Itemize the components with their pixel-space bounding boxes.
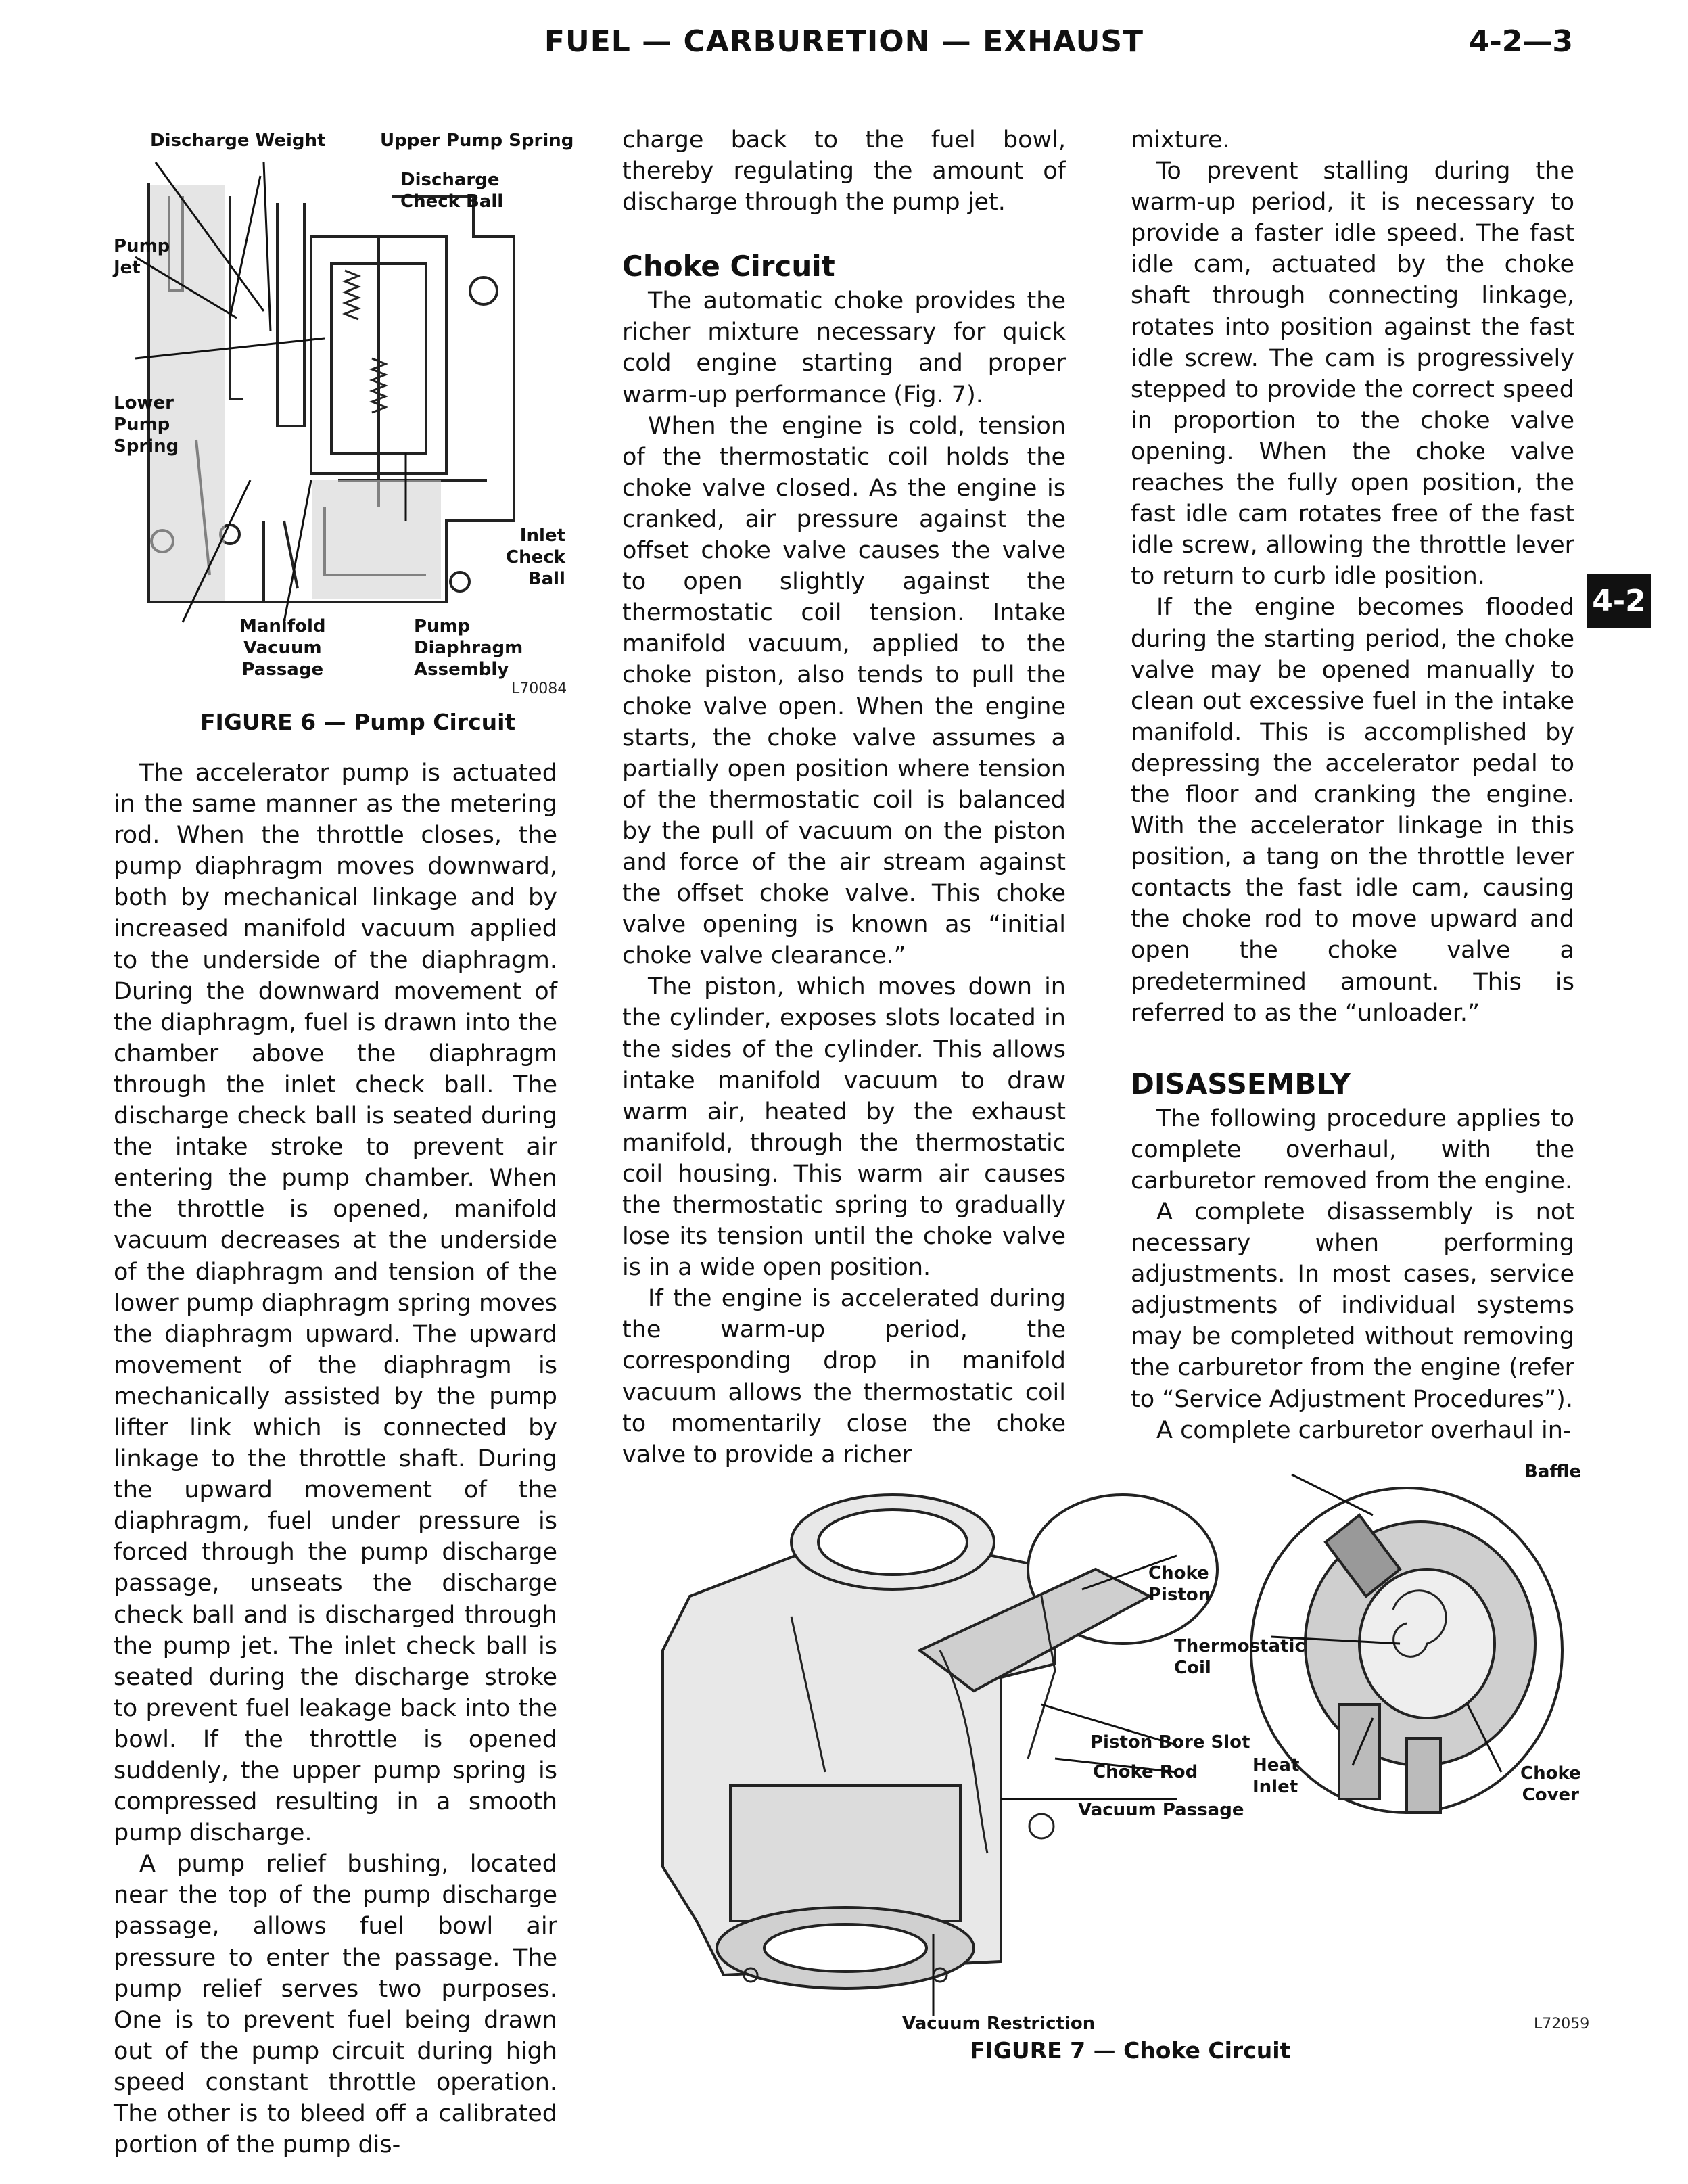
col1-paragraph-2: A pump relief bushing, located near the top of the pump discharge passage, allows fuel bowl air pressure to enter the passage. The pump relief serves two purposes. One is to prevent fuel being drawn out of the pump circuit during high speed constant throttle operation. The other is to bleed off a calibrated portion of the pump dis- bbox=[114, 1851, 557, 2159]
heading-disassembly: DISASSEMBLY bbox=[1131, 1067, 1351, 1100]
label-inlet-check-ball-line3: Ball bbox=[528, 569, 565, 589]
label-manifold-line3: Passage bbox=[241, 659, 324, 680]
label-choke-cover-line2: Cover bbox=[1522, 1785, 1580, 1805]
label-pump-jet-line1: Pump bbox=[114, 236, 170, 256]
label-choke-piston-line2: Piston bbox=[1148, 1585, 1211, 1605]
label-thermostatic-coil bbox=[1174, 1635, 1305, 1679]
label-lower-pump-spring-line1: Lower bbox=[114, 393, 174, 413]
label-manifold-vacuum-passage bbox=[239, 615, 326, 680]
column-3 bbox=[1131, 124, 1574, 1446]
label-manifold-line1: Manifold bbox=[239, 616, 326, 636]
label-discharge-check-ball bbox=[400, 169, 503, 212]
col2-paragraph-3: The piston, which moves down in the cylinder, exposes slots located in the sides of the cylinder. This allows intake manifold vacuum to draw warm air, heated by the exhaust manifold, through the thermostatic coil housing. This warm air causes the thermostatic spring to gradually lose its tension until the choke valve is in a wide open position. bbox=[622, 973, 1066, 1282]
col3-paragraph-5: A complete carburetor overhaul in- bbox=[1156, 1416, 1572, 1444]
figure7-code: L72059 bbox=[1534, 2016, 1590, 2032]
col2-paragraph-4: If the engine is accelerated during the warm-up period, the corresponding drop in manifold vacuum allows the thermostatic coil to momentarily close the choke valve to provide a richer bbox=[622, 1285, 1066, 1468]
label-manifold-line2: Vacuum bbox=[243, 638, 322, 658]
col3-paragraph-1: To prevent stalling during the warm-up period, it is necessary to provide a faster idle speed. The fast idle cam, actuated by the choke shaft through connecting linkage, rotates into position against the fast idle screw. The cam is progressively stepped to provide the correct speed in proportion to the choke valve opening. When the choke valve reaches the fully open position, the fast idle cam rotates free of the fast idle screw, allowing the throttle lever to return to curb idle position. bbox=[1131, 158, 1574, 590]
label-lower-pump-spring-line2: Pump bbox=[114, 415, 170, 435]
page-number: 4-2—3 bbox=[1468, 24, 1573, 59]
label-vacuum-restriction: Vacuum Restriction bbox=[902, 2014, 1096, 2034]
label-choke-cover-line1: Choke bbox=[1520, 1763, 1581, 1784]
label-inlet-check-ball-line2: Check bbox=[506, 547, 565, 567]
label-heat-inlet bbox=[1252, 1755, 1299, 1798]
label-piston-bore-slot: Piston Bore Slot bbox=[1090, 1732, 1250, 1752]
label-inlet-check-ball bbox=[506, 525, 565, 590]
label-pump-diaphragm-assembly bbox=[414, 615, 523, 680]
col3-paragraph-4: A complete disassembly is not necessary when performing adjustments. In most cases, service adjustments of individual systems may be completed without removing the carburetor from the engine (refer to “Service Adjustment Procedures”). bbox=[1131, 1199, 1574, 1413]
figure6-caption: FIGURE 6 — Pump Circuit bbox=[200, 709, 516, 735]
label-heat-inlet-line2: Inlet bbox=[1252, 1777, 1298, 1797]
figure7-caption: FIGURE 7 — Choke Circuit bbox=[970, 2037, 1291, 2064]
label-pump-diaphragm-line2: Diaphragm bbox=[414, 638, 523, 658]
label-inlet-check-ball-line1: Inlet bbox=[519, 526, 565, 546]
label-pump-diaphragm-line3: Assembly bbox=[414, 659, 509, 680]
label-discharge-weight: Discharge Weight bbox=[150, 131, 326, 151]
label-heat-inlet-line1: Heat bbox=[1252, 1755, 1300, 1775]
label-choke-piston bbox=[1148, 1562, 1211, 1606]
label-pump-jet bbox=[114, 235, 170, 279]
label-baffle: Baffle bbox=[1524, 1462, 1582, 1482]
col2-paragraph-1: The automatic choke provides the richer mixture necessary for quick cold engine starting and proper warm-up performance (Fig. 7). bbox=[622, 287, 1066, 409]
label-thermostatic-coil-line2: Coil bbox=[1174, 1658, 1211, 1678]
label-choke-rod: Choke Rod bbox=[1093, 1762, 1198, 1782]
label-choke-cover bbox=[1520, 1763, 1581, 1806]
col3-paragraph-2: If the engine becomes flooded during the starting period, the choke valve may be opened manually to clean out excessive fuel in the intake manifold. This is accomplished by depressing the accelerator pedal to the floor and cranking the engine. With the accelerator linkage in this position, a tang on the throttle lever contacts the fast idle cam, causing the choke rod to move upward and open the choke valve a predetermined amount. This is referred to as the “unloader.” bbox=[1131, 594, 1574, 1027]
label-lower-pump-spring bbox=[114, 392, 179, 457]
label-vacuum-passage: Vacuum Passage bbox=[1078, 1800, 1244, 1820]
col2-paragraph-2: When the engine is cold, tension of the thermostatic coil holds the choke valve closed. As the engine is cranked, air pressure against the offset choke valve causes the valve to open slightly against the thermostatic coil tension. Intake manifold vacuum, applied to the choke piston, also tends to pull the choke valve open. When the engine starts, the choke valve assumes a partially open position where tension of the thermostatic coil is balanced by the pull of vacuum on the piston and force of the air stream against the offset choke valve. This choke valve opening is known as “initial choke valve clearance.” bbox=[622, 412, 1066, 970]
label-thermostatic-coil-line1: Thermostatic bbox=[1174, 1636, 1305, 1656]
col2-paragraph-0: charge back to the fuel bowl, thereby regulating the amount of discharge through the pump jet. bbox=[622, 126, 1066, 216]
label-lower-pump-spring-line3: Spring bbox=[114, 436, 179, 457]
label-discharge-check-ball-line2: Check Ball bbox=[400, 191, 504, 212]
col3-paragraph-0: mixture. bbox=[1131, 126, 1230, 154]
col1-paragraph-1: The accelerator pump is actuated in the same manner as the metering rod. When the throttle closes, the pump diaphragm moves downward, both by mechanical linkage and by increased manifold vacuum applied to the underside of the diaphragm. During the downward movement of the diaphragm, fuel is drawn into the chamber above the diaphragm through the inlet check ball. The discharge check ball is seated during the intake stroke to prevent air entering the pump chamber. When the throttle is opened, manifold vacuum decreases at the underside of the diaphragm and tension of the lower pump diaphragm spring moves the diaphragm upward. The upward movement of the diaphragm is mechanically assisted by the pump lifter link which is connected by linkage to the throttle shaft. During the upward movement of the diaphragm, fuel under pressure is forced through the pump discharge passage, unseats the discharge check ball and is discharged through the pump jet. The inlet check ball is seated during the discharge stroke to prevent fuel leakage back into the bowl. If the throttle is opened suddenly, the upper pump spring is compressed resulting in a smooth pump discharge. bbox=[114, 760, 557, 1847]
col3-paragraph-3: The following procedure applies to complete overhaul, with the carburetor removed from the engine. bbox=[1131, 1105, 1574, 1194]
label-discharge-check-ball-line1: Discharge bbox=[400, 170, 500, 190]
label-choke-piston-line1: Choke bbox=[1148, 1563, 1209, 1583]
heading-choke-circuit: Choke Circuit bbox=[622, 250, 835, 283]
column-1 bbox=[114, 758, 557, 2160]
label-pump-jet-line2: Jet bbox=[114, 258, 141, 278]
figure6-code: L70084 bbox=[511, 680, 567, 697]
column-2 bbox=[622, 124, 1066, 1470]
section-tab: 4-2 bbox=[1587, 574, 1651, 628]
page-header-title: FUEL — CARBURETION — EXHAUST bbox=[544, 24, 1144, 59]
label-upper-pump-spring: Upper Pump Spring bbox=[380, 131, 574, 151]
label-pump-diaphragm-line1: Pump bbox=[414, 616, 471, 636]
